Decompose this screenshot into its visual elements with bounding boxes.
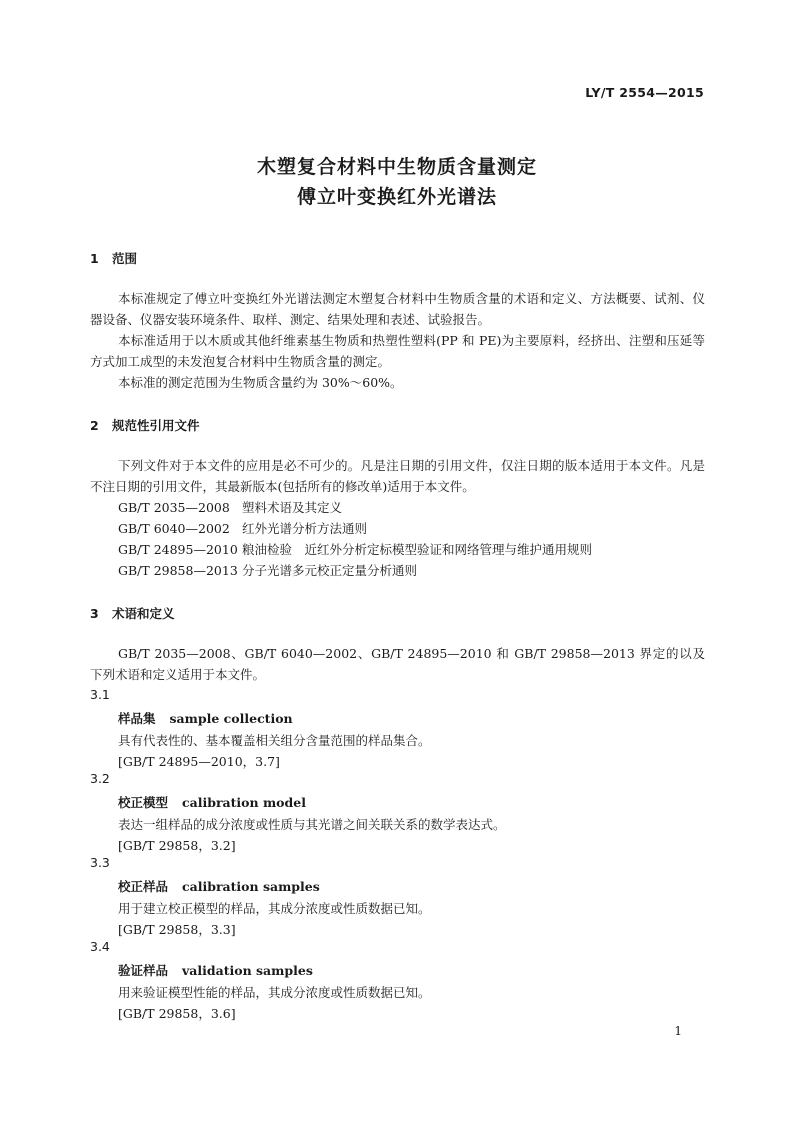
term-cn: 样品集: [118, 711, 156, 726]
reference-item: [118, 518, 367, 539]
document-title-line1: 木塑复合材料中生物质含量测定: [256, 156, 537, 178]
clause-number: 3.1: [90, 687, 110, 702]
clause-number: 3.2: [90, 771, 110, 786]
section-2-heading: [90, 416, 200, 434]
document-title-line2: 傅立叶变换红外光谱法: [296, 186, 497, 208]
clause-number: 3.4: [90, 939, 110, 954]
reference-code: GB/T 24895—2010: [118, 542, 238, 557]
reference-title: 红外光谱分析方法通则: [242, 521, 368, 536]
standard-code: LY/T 2554—2015: [585, 85, 704, 100]
paragraph: GB/T 2035—2008、GB/T 6040—2002、GB/T 24895—2010 和 GB/T 29858—2013 界定的以及下列术语和定义适用于本文件。: [90, 646, 705, 682]
term-entry: [118, 877, 320, 895]
section-number: 1: [90, 251, 99, 266]
section-title: 术语和定义: [112, 606, 175, 621]
term-entry: [118, 709, 293, 727]
term-source: [GB/T 29858，3.6]: [118, 1006, 236, 1021]
term-entry: [118, 961, 313, 979]
section-1-heading: [90, 249, 137, 267]
clause-number: 3.3: [90, 855, 110, 870]
term-source: [GB/T 24895—2010，3.7]: [118, 754, 280, 769]
reference-title: 粮油检验 近红外分析定标模型验证和网络管理与维护通用规则: [242, 542, 593, 557]
term-definition: 用于建立校正模型的样品，其成分浓度或性质数据已知。: [118, 901, 431, 916]
reference-item: [118, 560, 417, 581]
term-en: calibration samples: [182, 879, 320, 894]
reference-title: 分子光谱多元校正定量分析通则: [242, 563, 418, 578]
reference-item: [118, 497, 342, 518]
section-number: 2: [90, 418, 99, 433]
paragraph: 本标准规定了傅立叶变换红外光谱法测定木塑复合材料中生物质含量的术语和定义、方法概要、试剂、仪器设备、仪器安装环境条件、取样、测定、结果处理和表述、试验报告。: [90, 291, 705, 327]
term-en: calibration model: [182, 795, 306, 810]
section-title: 规范性引用文件: [112, 418, 200, 433]
term-cn: 校正模型: [118, 795, 169, 810]
page-number: 1: [674, 1024, 682, 1038]
term-en: sample collection: [169, 711, 293, 726]
section-3-heading: [90, 604, 175, 622]
term-source: [GB/T 29858，3.2]: [118, 838, 236, 853]
reference-code: GB/T 2035—2008: [118, 500, 230, 515]
section-title: 范围: [112, 251, 138, 266]
paragraph: 本标准适用于以木质或其他纤维素基生物质和热塑性塑料(PP 和 PE)为主要原料，经挤出、注塑和压延等方式加工成型的未发泡复合材料中生物质含量的测定。: [90, 333, 705, 369]
term-source: [GB/T 29858，3.3]: [118, 922, 236, 937]
reference-code: GB/T 6040—2002: [118, 521, 230, 536]
term-definition: 具有代表性的、基本覆盖相关组分含量范围的样品集合。: [118, 733, 431, 748]
section-number: 3: [90, 606, 99, 621]
reference-item: [118, 539, 592, 560]
term-entry: [118, 793, 306, 811]
term-cn: 校正样品: [118, 879, 169, 894]
reference-code: GB/T 29858—2013: [118, 563, 238, 578]
term-definition: 表达一组样品的成分浓度或性质与其光谱之间关联关系的数学表达式。: [118, 817, 506, 832]
reference-title: 塑料术语及其定义: [242, 500, 343, 515]
paragraph: 本标准的测定范围为生物质含量约为 30%～60%。: [118, 375, 403, 390]
term-definition: 用来验证模型性能的样品，其成分浓度或性质数据已知。: [118, 985, 431, 1000]
term-cn: 验证样品: [118, 963, 169, 978]
term-en: validation samples: [182, 963, 313, 978]
paragraph: 下列文件对于本文件的应用是必不可少的。凡是注日期的引用文件，仅注日期的版本适用于本文件。凡是不注日期的引用文件，其最新版本(包括所有的修改单)适用于本文件。: [90, 458, 705, 494]
